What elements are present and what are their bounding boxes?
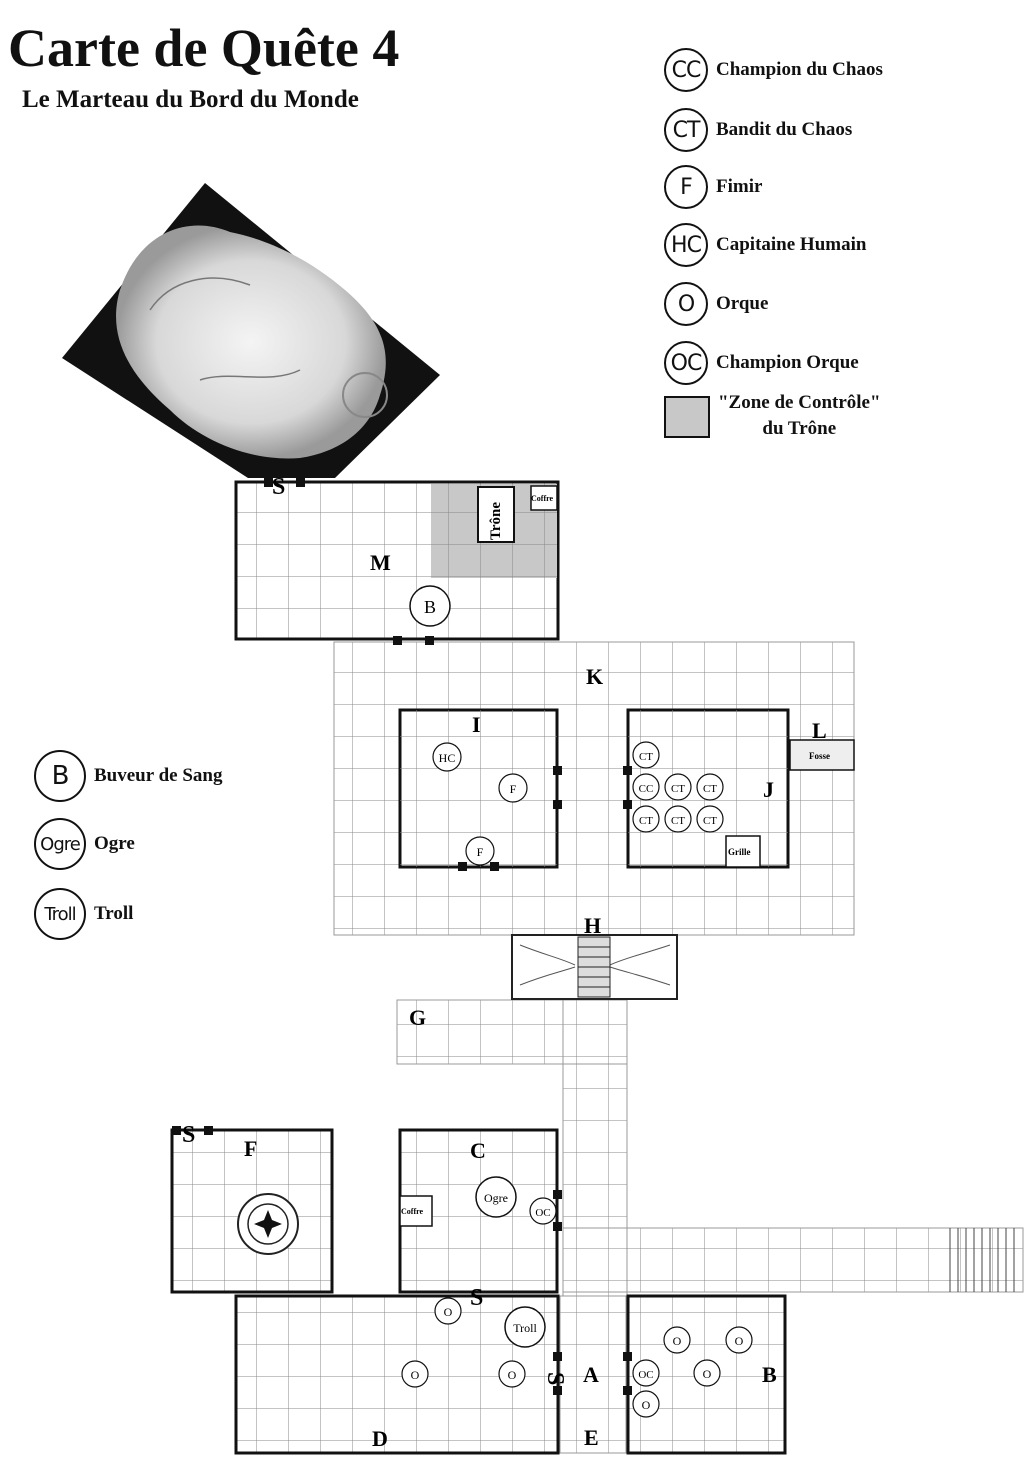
svg-text:OC: OC [638,1369,654,1381]
room-label-b: B [762,1362,777,1387]
svg-text:Troll: Troll [513,1321,537,1335]
svg-text:O: O [672,1334,682,1348]
svg-text:CT: CT [638,815,654,827]
monster-troll [505,1307,545,1347]
zone-label-line1: "Zone de Contrôle" [718,392,881,413]
monster-orque [499,1361,525,1387]
monster-fimir [499,774,527,802]
champion-orque-icon: OC [664,341,708,385]
svg-text:F: F [509,782,517,796]
room-label-d: D [372,1426,388,1451]
legend-label: Ogre [94,833,135,854]
svg-text:CT: CT [702,783,718,795]
room-label-k: K [586,664,604,689]
trap-icon [238,1194,298,1254]
svg-text:O: O [410,1368,420,1382]
monster-buveur-de-sang [410,586,450,626]
svg-text:O: O [702,1367,712,1381]
pit-label: Fosse [809,751,830,761]
monster-bandit-du-chaos [633,806,659,832]
room-label-h: H [584,913,602,938]
bridge-h [512,935,677,999]
ogre-icon: Ogre [34,818,86,870]
room-label-f: F [244,1136,258,1161]
room-label-m: M [370,550,391,575]
svg-text:O: O [641,1398,651,1412]
svg-text:CT: CT [670,783,686,795]
monster-ogre [476,1177,516,1217]
svg-text:O: O [734,1334,744,1348]
monster-bandit-du-chaos [697,774,723,800]
secret-door-label: S [272,474,286,500]
bandit-du-chaos-icon: CT [664,108,708,152]
throne-label: Trône [488,501,504,540]
svg-text:O: O [507,1368,517,1382]
troll-icon: Troll [34,888,86,940]
monster-bandit-du-chaos [665,806,691,832]
buveur-de-sang-icon: B [34,750,86,802]
room-label-g: G [409,1005,427,1030]
legend-label: Champion du Chaos [716,59,883,80]
grate-label: Grille [728,847,751,857]
chest-label: Coffre [531,494,554,503]
svg-text:CT: CT [702,815,718,827]
legend-label: Champion Orque [716,352,859,373]
legend-label: Fimir [716,176,763,197]
svg-text:HC: HC [438,751,456,765]
monster-champion-du-chaos [633,774,659,800]
svg-text:B: B [423,597,437,617]
room-label-a: A [583,1362,599,1387]
room-label-e: E [584,1425,599,1450]
room-label-c: C [470,1138,486,1163]
monster-orque [694,1360,720,1386]
svg-text:O: O [443,1305,453,1319]
monster-bandit-du-chaos [633,742,659,768]
svg-text:CT: CT [670,815,686,827]
svg-text:Ogre: Ogre [484,1191,508,1205]
monster-fimir [466,837,494,865]
svg-text:CC: CC [638,783,654,795]
orque-icon: O [664,282,708,326]
legend-label: Capitaine Humain [716,234,867,255]
page-title: Carte de Quête 4 [8,18,400,78]
legend-label: Troll [94,903,134,924]
secret-door-label: S [182,1122,196,1148]
room-label-i: I [472,712,481,737]
page-subtitle: Le Marteau du Bord du Monde [22,86,359,113]
monster-orque [664,1327,690,1353]
svg-text:OC: OC [535,1207,551,1219]
monster-orque [633,1391,659,1417]
champion-du-chaos-icon: CC [664,48,708,92]
zone-label-line2: du Trône [762,418,837,439]
svg-text:F: F [476,845,484,859]
fimir-icon: F [664,165,708,209]
legend-label: Buveur de Sang [94,765,223,786]
monster-champion-orque [530,1198,556,1224]
monster-capitaine-humain [433,743,461,771]
cave-area [62,183,440,478]
legend-label: Bandit du Chaos [716,119,853,140]
chest-label: Coffre [401,1207,424,1216]
monster-orque [402,1361,428,1387]
monster-champion-orque [633,1360,659,1386]
room-label-j: J [763,777,774,802]
secret-door-label: S [542,1372,568,1386]
monster-bandit-du-chaos [697,806,723,832]
legend-label: Orque [716,293,769,314]
monster-bandit-du-chaos [665,774,691,800]
monster-orque [726,1327,752,1353]
secret-door-label: S [470,1285,484,1311]
monster-orque [435,1298,461,1324]
svg-text:CT: CT [638,751,654,763]
capitaine-humain-icon: HC [664,223,708,267]
room-label-l: L [812,718,827,743]
corridor-east [563,1228,1023,1292]
